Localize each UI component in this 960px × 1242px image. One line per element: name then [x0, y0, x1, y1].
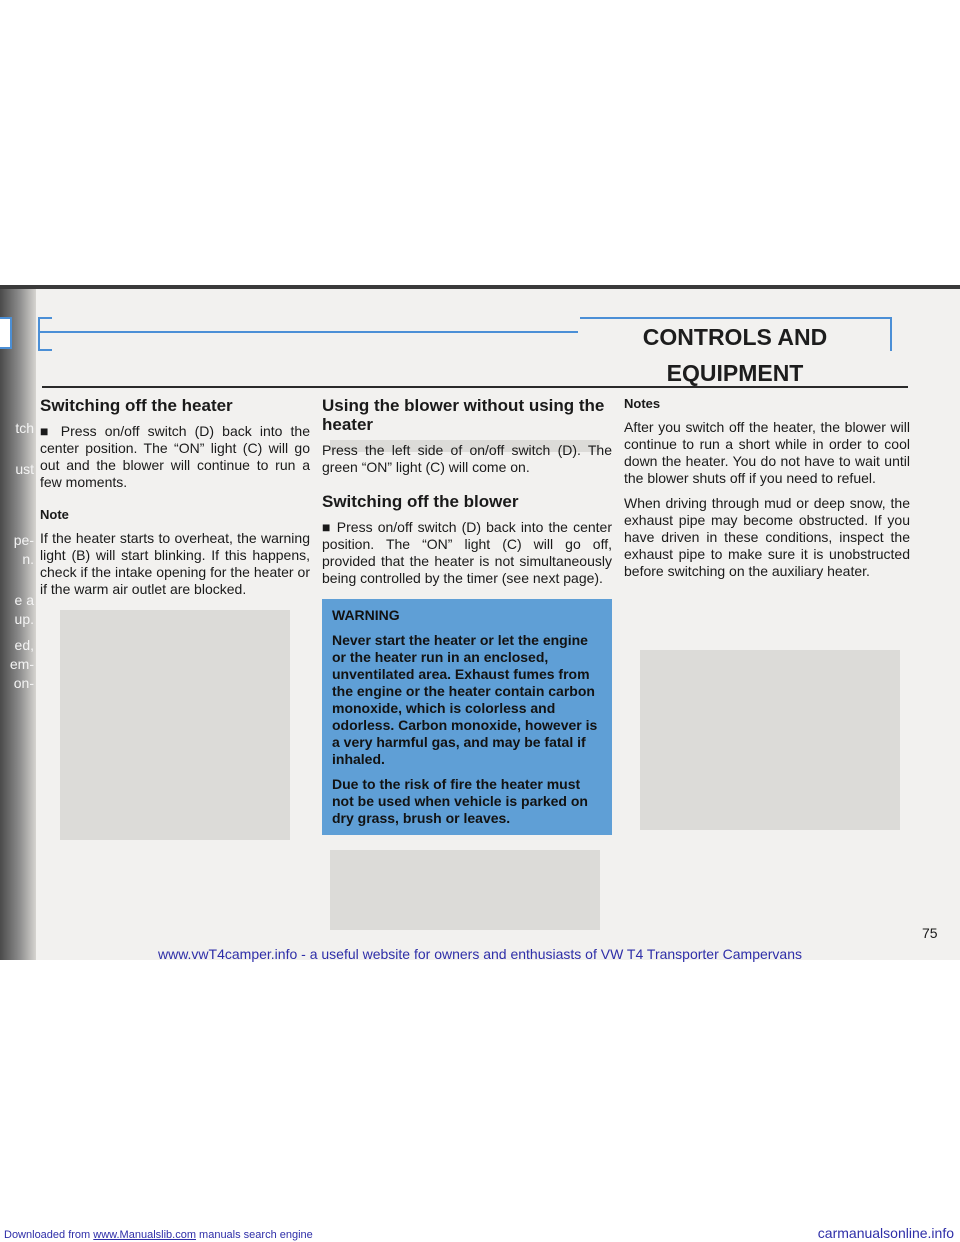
page-top-rule — [0, 285, 960, 289]
section-title: CONTROLS AND EQUIPMENT — [580, 317, 892, 351]
watermark-site: carmanualsonline.info — [817, 1225, 954, 1241]
footer-source — [4, 1229, 313, 1242]
page-number: 75 — [922, 925, 938, 941]
paragraph: Press the left side of on/off switch (D). The green “ON” light (C) will come on. — [322, 442, 612, 475]
section-divider — [42, 386, 908, 388]
bottom-margin — [0, 960, 960, 1242]
warning-text: Due to the risk of fire the heater must not be used when vehicle is parked on dry grass, brush or leaves. — [332, 776, 588, 826]
paragraph: After you switch off the heater, the blower will continue to run a short while in order to cool down the heater. You do not have to wait until the blower shuts off if you need to refuel. — [624, 419, 910, 486]
column-right — [624, 396, 910, 580]
heading-switching-off-blower: Switching off the blower — [322, 492, 519, 511]
bleed-through-text — [640, 650, 900, 830]
warning-box — [322, 599, 612, 835]
fragment: on- — [13, 675, 34, 691]
header-left-tab — [38, 317, 52, 351]
column-left — [40, 396, 310, 598]
fragment: ed, — [14, 637, 34, 653]
previous-page-fragments — [2, 420, 34, 694]
header-rule — [38, 331, 578, 333]
fragment: ust — [15, 461, 34, 477]
paragraph: ■ Press on/off switch (D) back into the center position. The “ON” light (C) will go off, provided that the heater is not simultaneously being controlled by the timer (see next page). — [322, 519, 612, 586]
notes-heading: Notes — [624, 396, 661, 411]
website-banner[interactable]: www.vwT4camper.info - a useful website for owners and enthusiasts of VW T4 Transporter Campervans — [157, 946, 803, 962]
heading-switching-off-heater: Switching off the heater — [40, 396, 233, 415]
note-heading: Note — [40, 507, 69, 522]
footer-prefix: Downloaded from — [4, 1229, 94, 1241]
fragment: tch — [15, 420, 34, 436]
fragment: up. — [14, 611, 34, 627]
fragment: em- — [9, 656, 34, 672]
fragment: pe- — [13, 532, 34, 548]
warning-title: WARNING — [332, 607, 400, 623]
previous-page-tab — [0, 317, 12, 349]
fragment: n. — [22, 551, 34, 567]
download-footer — [0, 1225, 960, 1242]
column-middle — [322, 396, 612, 835]
top-margin — [0, 0, 960, 285]
bleed-through-text — [60, 610, 290, 840]
footer-suffix: manuals search engine — [195, 1229, 313, 1241]
bleed-through-text — [330, 850, 600, 930]
fragment: e a — [14, 592, 34, 608]
note-text: If the heater starts to overheat, the warning light (B) will start blinking. If this happens, check if the intake opening for the heater or if the warm air outlet are blocked. — [40, 530, 310, 597]
warning-text: Never start the heater or let the engine or the heater run in an enclosed, unventilated area. Exhaust fumes from the engine or the heater contain carbon monoxide, which is colorless and odorless. Carbon monoxide, however is a very harmful gas, and may be fatal if inhaled. — [332, 632, 598, 767]
manualslib-link[interactable]: www.Manualslib.com — [93, 1229, 196, 1241]
paragraph: ■ Press on/off switch (D) back into the center position. The “ON” light (C) will go out and the blower will continue to run a few moments. — [40, 423, 310, 490]
heading-using-blower: Using the blower without using the heater — [322, 396, 605, 434]
paragraph: When driving through mud or deep snow, the exhaust pipe may become obstructed. If you have driven in these conditions, inspect the exhaust pipe to make sure it is unobstructed before switching on the auxiliary heater. — [624, 495, 910, 579]
